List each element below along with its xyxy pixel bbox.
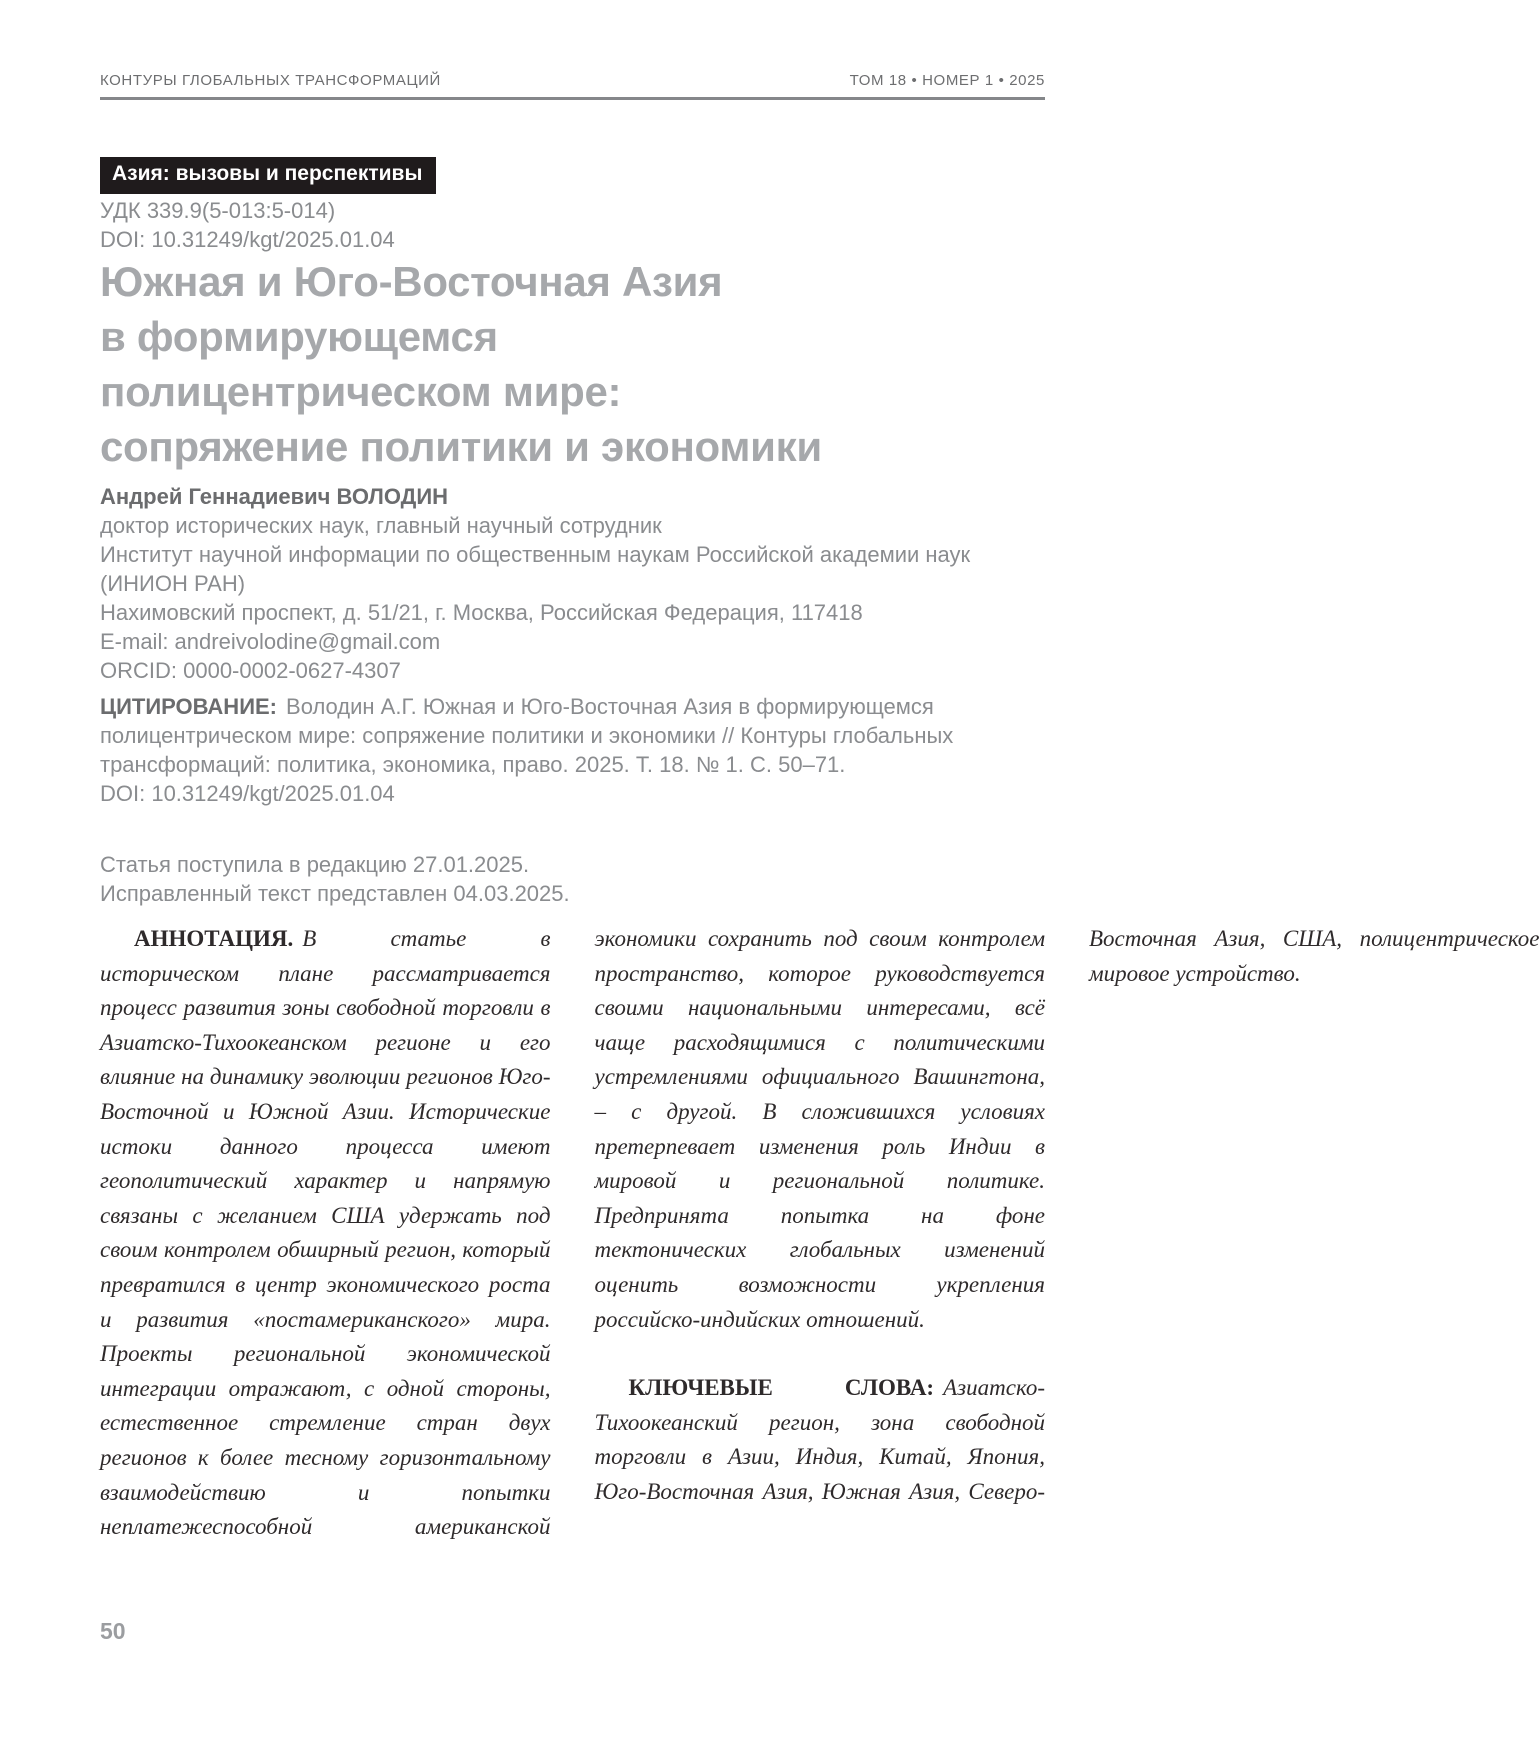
author-degree: доктор исторических наук, главный научный сотрудник bbox=[100, 513, 662, 538]
section-badge: Азия: вызовы и перспективы bbox=[100, 157, 436, 194]
keywords-text: Азиатско-Тихоокеанский регион, зона свободной торговли в Азии, Индия, Китай, Япония, Юго-Восточная Азия, Южная Азия, Северо-Восточная Азия, США, полицентрическое мировое устройство. bbox=[594, 926, 1540, 1504]
udc-doi-block bbox=[100, 196, 1045, 254]
citation-text-wrap bbox=[100, 692, 1045, 779]
running-header bbox=[100, 72, 1045, 89]
abstract-text: В статье в историческом плане рассматривается процесс развития зоны свободной торговли в Азиатско-Тихоокеанском регионе и его влияние на динамику эволюции регионов Юго-Восточной и Южной Азии. Исторические истоки данного процесса имеют геополитический характер и напрямую связаны с желанием США удержать под своим контролем обширный регион, который превратился в центр экономического роста и развития «постамериканского» мира. Проекты региональной экономической интеграции отражают, с одной стороны, естественное стремление стран двух регионов к более тесному горизонтальному взаимодействию и попытки неплатежеспособной американской экономики сохранить под своим контролем пространство, которое руководствуется своими национальными интересами, всё чаще расходящимися с политическими устремлениями официального Вашингтона, – с другой. В сложившихся условиях претерпевает изменения роль Индии в мировой и региональной политике. Предпринята попытка на фоне тектонических глобальных изменений оценить возможности укрепления российско-индийских отношений. bbox=[100, 926, 1045, 1540]
citation-block bbox=[100, 692, 1045, 808]
dates-block bbox=[100, 850, 1045, 908]
keywords-label: КЛЮЧЕВЫЕ СЛОВА: bbox=[628, 1375, 935, 1401]
author-affiliation: Институт научной информации по общественным наукам Российской академии наук (ИНИОН РАН) bbox=[100, 542, 971, 596]
citation-text: Володин А.Г. Южная и Юго-Восточная Азия в формирующемся полицентрическом мире: сопряжение политики и экономики // Контуры глобальных трансформаций: политика, экономика, право. 2025. Т. 18. № 1. С. 50–71. bbox=[100, 694, 954, 777]
author-email: E-mail: andreivolodine@gmail.com bbox=[100, 629, 441, 654]
author-address: Нахимовский проспект, д. 51/21, г. Москва, Российская Федерация, 117418 bbox=[100, 600, 863, 625]
issue-info: ТОМ 18 • НОМЕР 1 • 2025 bbox=[849, 72, 1045, 89]
author-name: Андрей Геннадиевич ВОЛОДИН bbox=[100, 484, 449, 509]
page-number: 50 bbox=[100, 1618, 126, 1644]
udc-line: УДК 339.9(5-013:5-014) bbox=[100, 198, 336, 223]
title-line: в формирующемся bbox=[100, 313, 498, 360]
title-line: полицентрическом мире: bbox=[100, 368, 622, 415]
received-date: Статья поступила в редакцию 27.01.2025. bbox=[100, 852, 530, 877]
article-title bbox=[100, 254, 1045, 474]
author-block bbox=[100, 482, 1045, 685]
abstract-section bbox=[100, 922, 1540, 1558]
citation-label: ЦИТИРОВАНИЕ: bbox=[100, 694, 278, 719]
title-line: Южная и Юго-Восточная Азия bbox=[100, 258, 723, 305]
citation-doi: DOI: 10.31249/kgt/2025.01.04 bbox=[100, 781, 395, 806]
header-divider bbox=[100, 97, 1045, 100]
page-content bbox=[100, 0, 1540, 1747]
journal-name: КОНТУРЫ ГЛОБАЛЬНЫХ ТРАНСФОРМАЦИЙ bbox=[100, 72, 441, 89]
title-line: сопряжение политики и экономики bbox=[100, 423, 822, 470]
author-orcid: ORCID: 0000-0002-0627-4307 bbox=[100, 658, 401, 683]
doi-line: DOI: 10.31249/kgt/2025.01.04 bbox=[100, 227, 395, 252]
revised-date: Исправленный текст представлен 04.03.2025. bbox=[100, 881, 570, 906]
abstract-label: АННОТАЦИЯ. bbox=[134, 926, 294, 951]
